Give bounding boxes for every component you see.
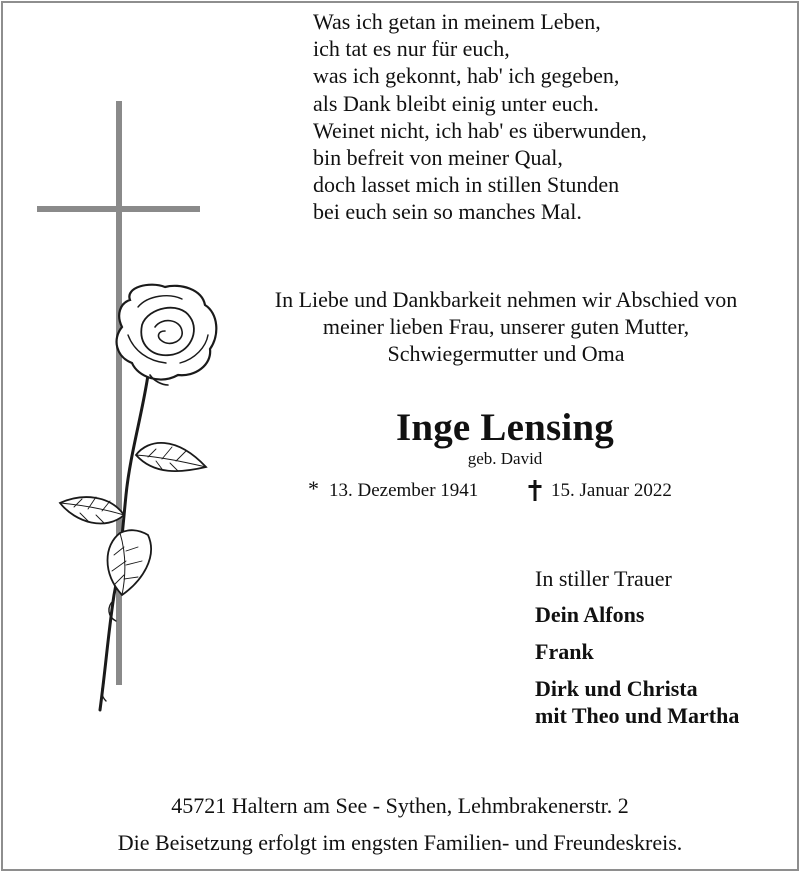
cross-icon	[37, 101, 200, 685]
poem-line: ich tat es nur für euch,	[313, 36, 510, 62]
poem-line: als Dank bleibt einig unter euch.	[313, 90, 599, 116]
death-cross-icon	[528, 480, 542, 508]
poem-line: was ich gekonnt, hab' ich gegeben,	[313, 63, 620, 89]
death-date: 15. Januar 2022	[551, 480, 672, 501]
mourner-name: Dein Alfons	[535, 602, 645, 627]
poem-line: doch lasset mich in stillen Stunden	[313, 172, 620, 198]
burial-note: Die Beisetzung erfolgt im engsten Familien- und Freundeskreis.	[117, 830, 683, 855]
address: 45721 Haltern am See - Sythen, Lehmbrakenerstr. 2	[171, 793, 629, 818]
mourners-block	[535, 565, 739, 739]
farewell-line: In Liebe und Dankbarkeit nehmen wir Abschied von	[274, 287, 738, 312]
birth-name: geb. David	[467, 449, 543, 468]
life-dates	[0, 476, 800, 506]
mourner-name: mit Theo und Martha	[535, 703, 740, 728]
poem-line: Was ich getan in meinem Leben,	[313, 9, 601, 34]
deceased-name: Inge Lensing	[395, 406, 615, 449]
poem-line: Weinet nicht, ich hab' es überwunden,	[313, 117, 647, 143]
farewell-line: Schwiegermutter und Oma	[387, 341, 625, 366]
poem	[313, 8, 647, 226]
farewell-line: meiner lieben Frau, unserer guten Mutter,	[322, 314, 690, 339]
mourner-name: Dirk und Christa	[535, 676, 698, 701]
mourner-name: Frank	[535, 639, 594, 664]
poem-line: bei euch sein so manches Mal.	[313, 199, 582, 225]
poem-line: bin befreit von meiner Qual,	[313, 145, 563, 171]
star-icon: *	[308, 476, 319, 501]
cross-rose-illustration	[30, 95, 230, 725]
farewell-text	[200, 286, 800, 367]
birth-date: 13. Dezember 1941	[329, 480, 479, 501]
mourning-lead: In stiller Trauer	[535, 566, 672, 591]
